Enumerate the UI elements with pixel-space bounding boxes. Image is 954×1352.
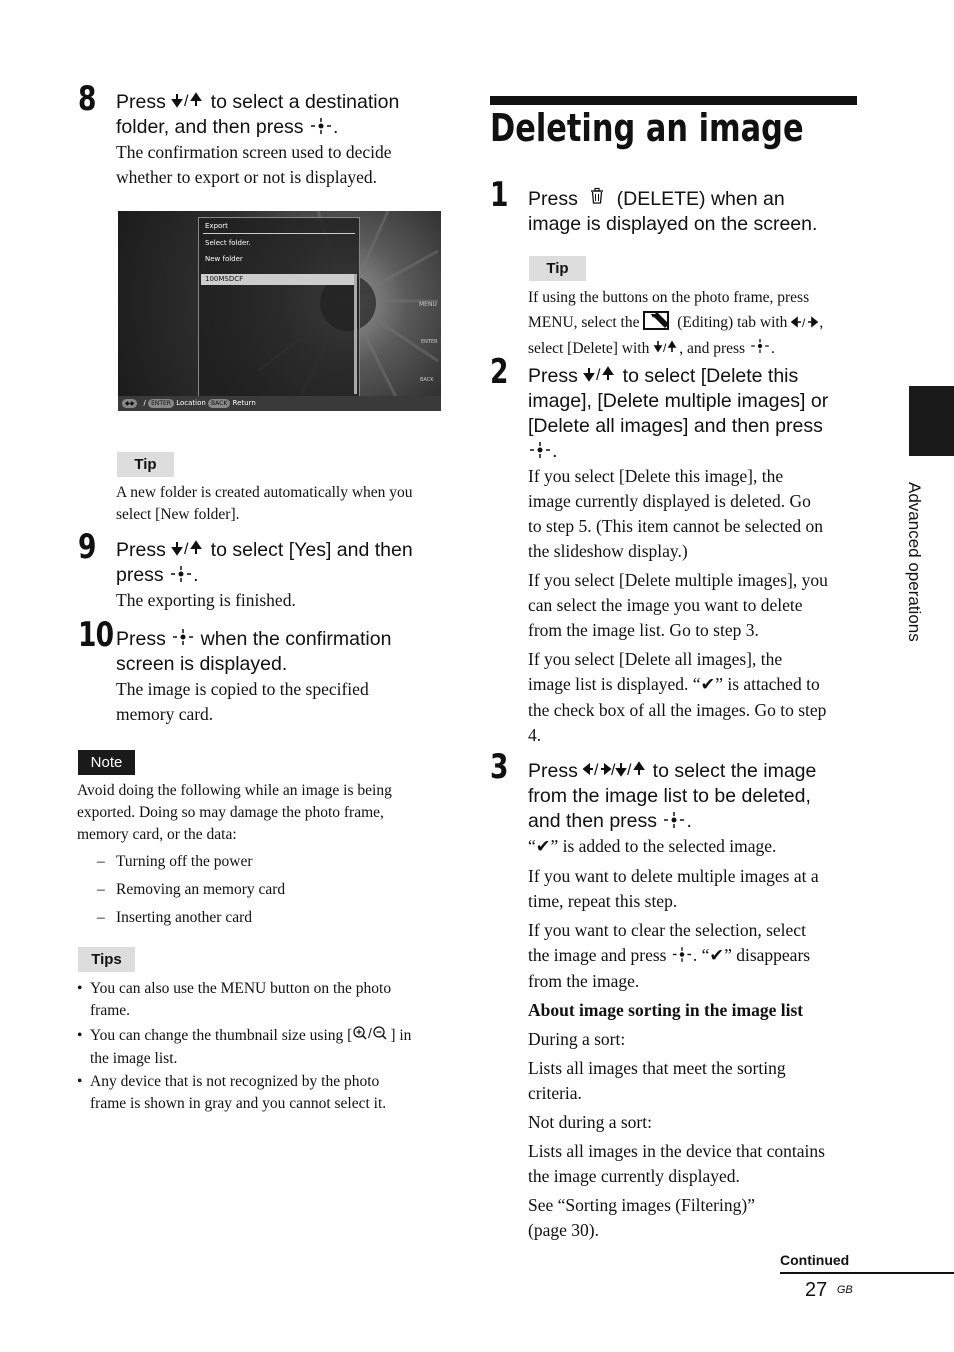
enter-joystick-icon (671, 944, 693, 969)
sorting-subheading: About image sorting in the image list (528, 1000, 804, 1021)
nav-arrows-icon: ◆◆ (122, 399, 137, 408)
tip-text: If using the buttons on the photo frame, press MENU, select the (Editing) tab with / , select [Delete] with / , and press . (528, 287, 868, 360)
enter-joystick-icon (749, 338, 771, 360)
note-item: – Removing an memory card (97, 881, 286, 898)
step-1-heading: Press (DELETE) when an image is displayed on the screen. (528, 188, 818, 236)
step-10-body: The image is copied to the specified memory card. (116, 679, 369, 724)
left-right-arrow-icon (791, 313, 819, 335)
checkmark-icon: ✔ (700, 675, 716, 695)
step-2-body: If you select [Delete this image], the image currently displayed is deleted. Go to step 5. (This item cannot be selected on the slideshow display.) If you select [Delete multiple images], you can select the image you want to delete from the image list. Go to step 3. If you select [Delete all images], the image list is displayed. “✔” is attached to the check box of all the images. Go to step 4. (528, 466, 828, 745)
page-title: Deleting an image (490, 106, 804, 150)
step-8-body: The confirmation screen used to decide whether to export or not is displayed. (116, 142, 392, 187)
export-screen-image (118, 211, 441, 411)
location-label: Location (176, 399, 206, 407)
enter-joystick-icon (309, 116, 333, 141)
screen-status-bar: ◆◆ / ENTER Location BACK Return (118, 396, 441, 411)
note-label: Note (78, 750, 135, 775)
note-text: Avoid doing the following while an image is being exported. Doing so may damage the photo frame, memory card, or the data: (77, 782, 392, 843)
svg-text:/: / (611, 762, 616, 778)
svg-text:/: / (184, 93, 189, 109)
tips-bullet: • You can change the thumbnail size using [ / ] in the image list. (77, 1025, 412, 1067)
enter-joystick-icon (528, 440, 552, 465)
checkmark-icon: ✔ (535, 837, 551, 857)
back-pill: BACK (208, 399, 230, 408)
step-8-number: 8 (78, 79, 96, 119)
footer-rule (780, 1272, 954, 1274)
svg-text:/: / (184, 541, 189, 557)
back-side-label: BACK (420, 377, 434, 383)
svg-text:/: / (594, 762, 599, 778)
step-9-body: The exporting is finished. (116, 590, 296, 610)
svg-text:/: / (596, 367, 601, 383)
folder-item-selected[interactable]: 100MSDCF (201, 274, 356, 285)
note-item: – Inserting another card (97, 909, 252, 926)
scrollbar[interactable] (354, 274, 357, 394)
note-item: – Turning off the power (97, 853, 253, 870)
page-suffix: GB (836, 1284, 853, 1296)
side-tab-label-wrap (903, 482, 927, 682)
step-3-number: 3 (490, 747, 508, 787)
divider (203, 233, 355, 234)
step-10-heading: Press when the confirmation screen is displayed. (116, 628, 392, 676)
select-folder-label: Select folder. (205, 239, 251, 247)
svg-text:/: / (368, 1025, 373, 1041)
svg-text:/: / (663, 341, 667, 354)
enter-joystick-icon (169, 564, 193, 589)
editing-tab-icon (643, 309, 673, 338)
step-3-body: “✔” is added to the selected image. If you want to delete multiple images at a time, repeat this step. If you want to clear the selection, select the image and press . “✔” disappears from the image. About image sorting in the image list During a sort: Lists all images that meet the sorting criteria. Not during a sort: Lists all images in the device that contains the image currently displayed. See “Sorting images (Filtering)” (page 30). (528, 834, 868, 1243)
tips-bullet: • Any device that is not recognized by the photo frame is shown in gray and you cannot select it. (77, 1073, 387, 1112)
step-9-heading: Press / to select [Yes] and then press . (116, 538, 456, 589)
enter-joystick-icon (171, 627, 195, 652)
export-menu-title: Export (205, 222, 228, 230)
section-side-tab (909, 386, 954, 456)
tips-label: Tips (78, 947, 135, 972)
tip-label: Tip (529, 256, 586, 281)
menu-side-label: MENU (419, 301, 437, 308)
step-2-heading: Press / to select [Delete this image], [Delete multiple images] or [Delete all images] and then press . (528, 364, 868, 465)
page-number: 27 $^{GB}$ (805, 1279, 853, 1301)
return-label: Return (232, 399, 256, 407)
step-8-heading: Press / to select a destination folder, and then press . (116, 90, 456, 141)
export-menu-panel (198, 217, 360, 401)
enter-pill: ENTER (148, 399, 174, 408)
checkmark-icon: ✔ (709, 946, 725, 966)
enter-joystick-icon (662, 810, 686, 835)
title-rule (490, 96, 857, 105)
step-2-number: 2 (490, 352, 508, 392)
tip-label: Tip (117, 452, 174, 477)
step-9-number: 9 (78, 527, 96, 567)
new-folder-item[interactable]: New folder (205, 255, 243, 263)
step-10-number: 10 (78, 615, 114, 655)
tips-bullet: • You can also use the MENU button on the photo frame. (77, 980, 392, 1019)
svg-text:/: / (627, 762, 632, 778)
trash-icon (589, 187, 605, 212)
four-way-arrow-icon (583, 759, 647, 784)
down-up-arrow-icon (171, 538, 205, 563)
down-up-arrow-icon (653, 338, 679, 360)
tip-text: A new folder is created automatically when you select [New folder]. (116, 484, 413, 523)
side-tab-label: Advanced operations (905, 482, 924, 642)
enter-side-label: ENTER (421, 339, 438, 345)
step-3-heading: Press / / / to select the image from the image list to be deleted, and then press . (528, 759, 868, 835)
continued-label: Continued (780, 1252, 850, 1268)
down-up-arrow-icon (171, 90, 205, 115)
svg-text:/: / (802, 315, 806, 328)
zoom-in-out-icon (352, 1025, 390, 1048)
step-1-number: 1 (490, 175, 508, 215)
down-up-arrow-icon (583, 364, 617, 389)
